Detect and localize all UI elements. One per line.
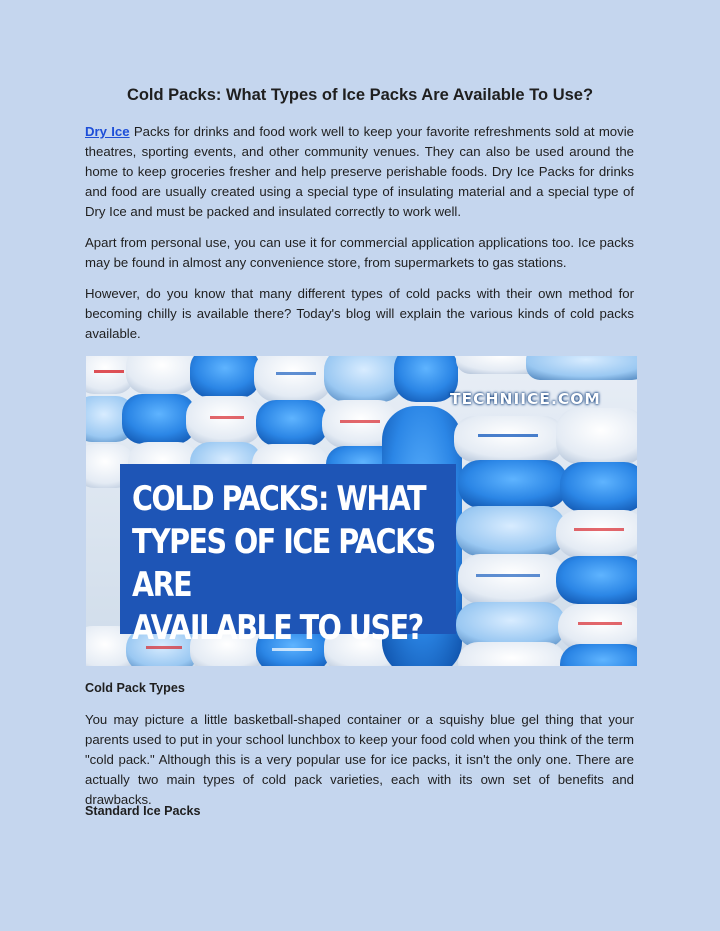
hero-image (86, 356, 637, 666)
paragraph-commercial-use: Apart from personal use, you can use it for commercial application applications too. Ice packs may be found in almost any convenience store, from supermarkets to gas stations. (85, 235, 634, 270)
hero-title-text: COLD PACKS: WHAT TYPES OF ICE PACKS ARE AVAILABLE TO USE? (132, 479, 435, 648)
article-title: Cold Packs: What Types of Ice Packs Are Available To Use? (126, 86, 594, 104)
paragraph-types-overview: However, do you know that many different types of cold packs with their own method for becoming chilly is available there? Today's blog will explain the various kinds of cold packs available. (85, 286, 634, 341)
brand-watermark: TECHNIICE.COM (450, 390, 601, 408)
section-heading-cold-pack-types: Cold Pack Types (85, 681, 185, 695)
paragraph-cold-pack-types: You may picture a little basketball-shaped container or a squishy blue gel thing that your parents used to put in your school lunchbox to keep your food cold when you think of the term "cold pack." Although this is a very popular use for ice packs, it isn't the only one. There are actually two main types of cold pack varieties, each with its own set of benefits and drawbacks. (85, 712, 634, 807)
intro-paragraph (85, 122, 634, 222)
hero-title-banner (120, 464, 456, 648)
section-heading-standard-ice-packs: Standard Ice Packs (85, 804, 201, 818)
intro-text: Packs for drinks and food work well to keep your favorite refreshments sold at movie theatres, sporting events, and other community venues. They can also be used around the home to keep groceries fresher and help preserve perishable foods. Dry Ice Packs for drinks and food are usually created using a special type of insulating material and a special type of Dry Ice and must be packed and insulated correctly to work well. (85, 124, 634, 219)
dry-ice-link[interactable]: Dry Ice (85, 124, 130, 139)
